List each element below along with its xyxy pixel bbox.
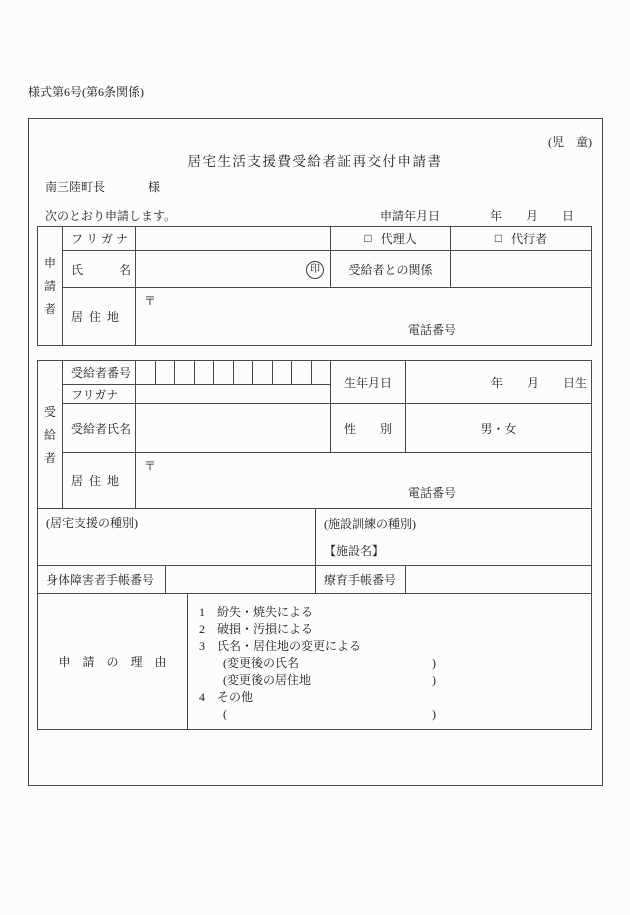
- recipient-number-box[interactable]: [175, 361, 195, 384]
- reason-option-3[interactable]: 3 氏名・居住地の変更による: [199, 639, 362, 653]
- audience-tag: (児 童): [548, 135, 592, 149]
- applicant-address-label: 居 住 地: [63, 288, 136, 345]
- proxy-label: 代理人: [380, 232, 417, 246]
- postal-mark: 〒: [144, 459, 157, 473]
- reason-option-2[interactable]: 2 破損・汚損による: [199, 622, 314, 636]
- agent-checkbox-cell: [451, 227, 591, 251]
- rehab-certificate-field[interactable]: [406, 566, 591, 594]
- recipient-table: [37, 360, 592, 730]
- recipient-address-field[interactable]: [136, 453, 591, 509]
- gender-choice[interactable]: 男・女: [406, 404, 591, 453]
- reason-option-4[interactable]: 4 その他: [199, 690, 254, 704]
- recipient-address-label: 居 住 地: [63, 453, 136, 509]
- reason-content: [188, 594, 591, 729]
- recipient-number-box[interactable]: [253, 361, 273, 384]
- proxy-checkbox-cell: [331, 227, 451, 251]
- recipient-number-box[interactable]: [195, 361, 215, 384]
- recipient-number-boxes: [136, 361, 331, 385]
- home-support-type-label: (居宅支援の種別): [46, 516, 138, 530]
- home-support-type-field[interactable]: [38, 509, 316, 566]
- facility-training-type-label: (施設訓練の種別): [324, 517, 416, 531]
- relation-label: 受給者との関係: [331, 251, 451, 288]
- reason-option-3-new-name-field[interactable]: (変更後の氏名 ): [199, 656, 436, 670]
- applicant-phone-label: 電話番号: [408, 323, 457, 337]
- recipient-number-label: 受給者番号: [63, 361, 136, 385]
- facility-training-type-field[interactable]: [316, 509, 591, 566]
- proxy-checkbox[interactable]: □: [364, 231, 372, 245]
- seal-mark: 印: [306, 261, 324, 279]
- reason-option-4-other-field[interactable]: ( ): [199, 707, 436, 721]
- relation-field[interactable]: [451, 251, 591, 288]
- recipient-name-field[interactable]: [136, 404, 331, 453]
- addressee-name: 南三陸町長: [45, 180, 106, 194]
- application-date-label: 申請年月日: [380, 209, 441, 223]
- rehab-certificate-label: 療育手帳番号: [316, 566, 406, 594]
- recipient-phone-label: 電話番号: [408, 486, 457, 500]
- agent-label: 代行者: [511, 232, 548, 246]
- applicant-name-field[interactable]: [136, 251, 331, 288]
- recipient-number-box[interactable]: [234, 361, 254, 384]
- recipient-furigana-label: フリガナ: [63, 385, 136, 404]
- applicant-table: [37, 226, 592, 346]
- intro-text: 次のとおり申請します。: [45, 209, 177, 223]
- applicant-address-field[interactable]: [136, 288, 591, 345]
- agent-checkbox[interactable]: □: [494, 231, 503, 245]
- form-number-label: 様式第6号(第6条関係): [28, 85, 144, 99]
- honorific-label: 様: [148, 180, 161, 194]
- applicant-name-label: 氏 名: [63, 251, 136, 288]
- recipient-side-label: 受 給 者: [38, 361, 63, 509]
- applicant-furigana-field[interactable]: [136, 227, 331, 251]
- recipient-furigana-field[interactable]: [136, 385, 331, 404]
- applicant-furigana-label: フ リ ガ ナ: [63, 227, 136, 251]
- recipient-number-box[interactable]: [312, 361, 331, 384]
- facility-name-label: 【施設名】: [324, 544, 385, 558]
- application-date-value: 年 月 日: [490, 209, 575, 223]
- reason-option-3-new-address-field[interactable]: (変更後の居住地 ): [199, 673, 436, 687]
- reason-label: 申 請 の 理 由: [38, 594, 188, 729]
- gender-label: 性 別: [331, 404, 406, 453]
- recipient-birthdate-field[interactable]: 年 月 日生: [406, 361, 591, 404]
- birthdate-label: 生年月日: [331, 361, 406, 404]
- recipient-number-box[interactable]: [292, 361, 312, 384]
- reason-option-1[interactable]: 1 紛失・焼失による: [199, 605, 314, 619]
- physical-certificate-label: 身体障害者手帳番号: [38, 566, 166, 594]
- recipient-number-box[interactable]: [136, 361, 156, 384]
- postal-mark: 〒: [144, 294, 157, 308]
- applicant-side-label: 申 請 者: [38, 227, 63, 345]
- recipient-number-box[interactable]: [214, 361, 234, 384]
- recipient-number-box[interactable]: [156, 361, 176, 384]
- physical-certificate-field[interactable]: [166, 566, 316, 594]
- recipient-number-box[interactable]: [273, 361, 293, 384]
- recipient-name-label: 受給者氏名: [63, 404, 136, 453]
- form-title: 居宅生活支援費受給者証再交付申請書: [187, 154, 443, 169]
